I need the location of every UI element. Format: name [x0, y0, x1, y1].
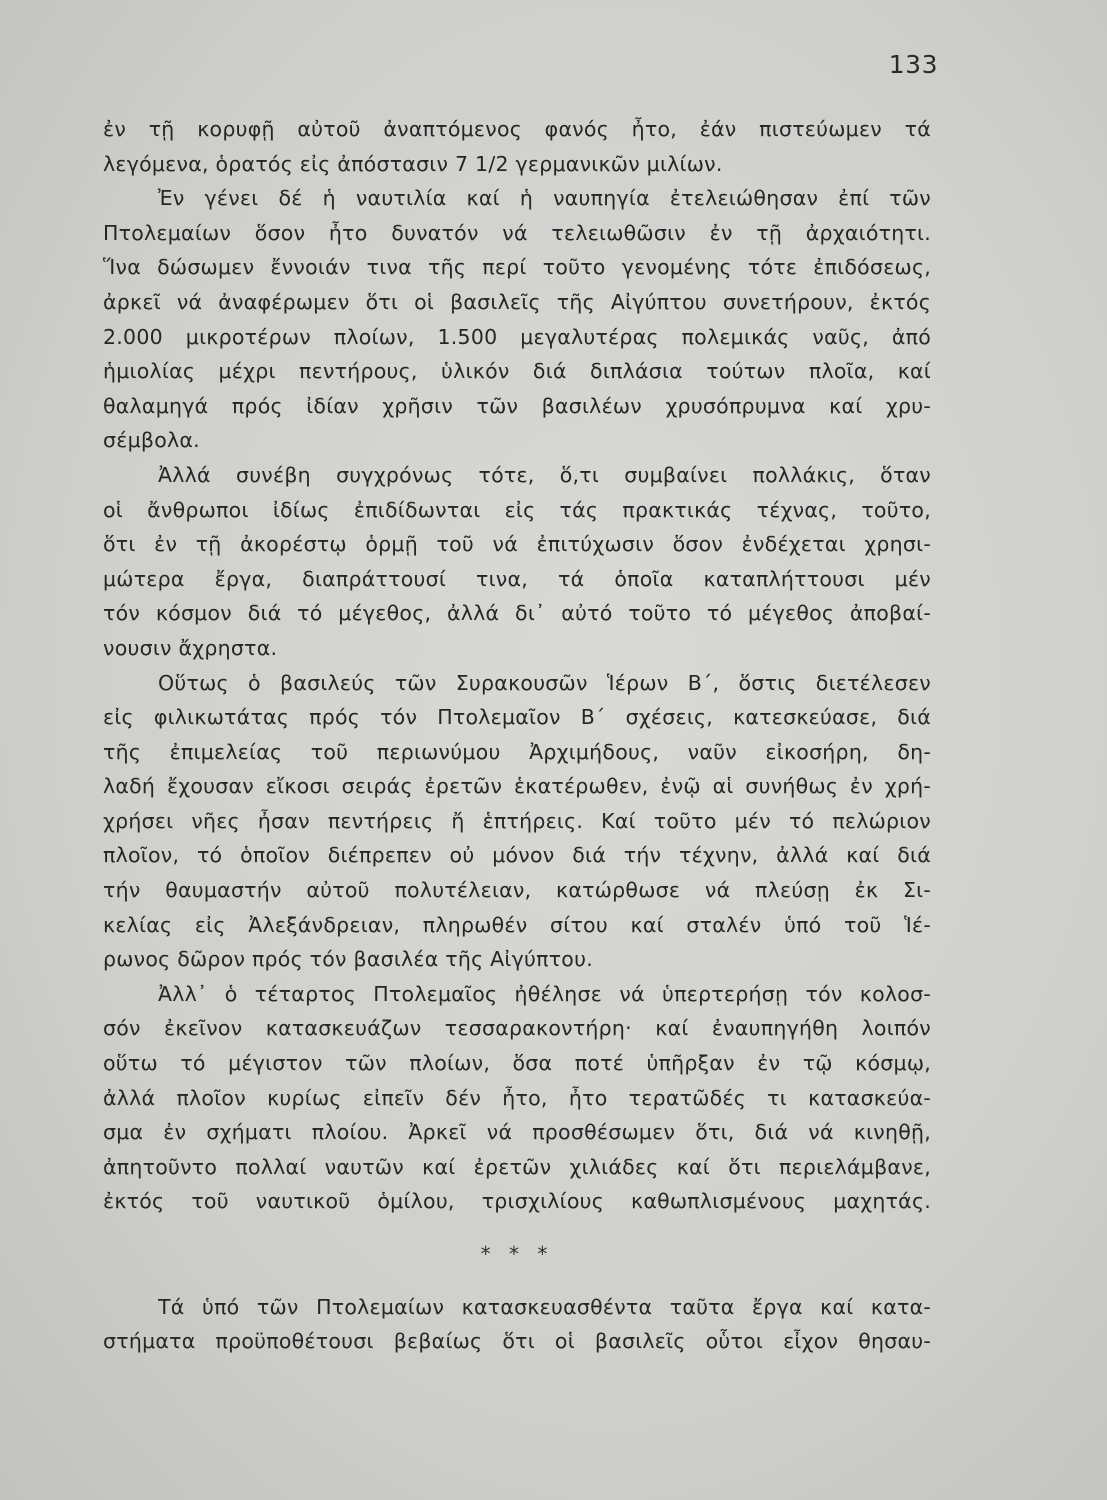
- text-line: 2.000 μικροτέρων πλοίων, 1.500 μεγαλυτέρας πολεμικάς ναῦς, ἀπό: [103, 324, 931, 349]
- text-line: Ἐν γένει δέ ἡ ναυτιλία καί ἡ ναυπηγία ἐτελειώθησαν ἐπί τῶν: [158, 186, 931, 211]
- text-line: εἰς φιλικωτάτας πρός τόν Πτολεμαῖον Β΄ σχέσεις, κατεσκεύασε, διά: [103, 705, 931, 730]
- text-line: Ἵνα δώσωμεν ἔννοιάν τινα τῆς περί τοῦτο γενομένης τότε ἐπιδόσεως,: [103, 255, 931, 280]
- text-line: Οὕτως ὁ βασιλεύς τῶν Συρακουσῶν Ἱέρων Β΄, ὅστις διετέλεσεν: [158, 670, 931, 695]
- text-line: Πτολεμαίων ὅσον ἦτο δυνατόν νά τελειωθῶσιν ἐν τῇ ἀρχαιότητι.: [103, 220, 931, 245]
- text-line: θαλαμηγά πρός ἰδίαν χρῆσιν τῶν βασιλέων χρυσόπρυμνα καί χρυ-: [103, 393, 931, 418]
- text-line: ἐν τῇ κορυφῇ αὐτοῦ ἀναπτόμενος φανός ἦτο, ἐάν πιστεύωμεν τά: [103, 117, 931, 141]
- text-line: χρήσει νῆες ἦσαν πεντήρεις ἤ ἑπτήρεις. Καί τοῦτο μέν τό πελώριον: [103, 808, 931, 833]
- text-line: σέμβολα.: [103, 428, 200, 453]
- text-line: τῆς ἐπιμελείας τοῦ περιωνύμου Ἀρχιμήδους, ναῦν εἰκοσήρη, δη-: [103, 739, 931, 764]
- text-line: ἀπητοῦντο πολλαί ναυτῶν καί ἐρετῶν χιλιάδες καί ὅτι περιελάμβανε,: [103, 1154, 931, 1179]
- text-line: σμα ἐν σχήματι πλοίου. Ἀρκεῖ νά προσθέσωμεν ὅτι, διά νά κινηθῇ,: [103, 1120, 931, 1145]
- text-line: σόν ἐκεῖνον κατασκευάζων τεσσαρακοντήρη· καί ἐναυπηγήθη λοιπόν: [103, 1016, 931, 1041]
- text-line: ἡμιολίας μέχρι πεντήρους, ὑλικόν διά διπλάσια τούτων πλοῖα, καί: [103, 359, 931, 384]
- text-line: ἀρκεῖ νά ἀναφέρωμεν ὅτι οἱ βασιλεῖς τῆς Αἰγύπτου συνετήρουν, ἐκτός: [103, 289, 931, 314]
- text-line: λαδή ἔχουσαν εἴκοσι σειράς ἐρετῶν ἑκατέρωθεν, ἐνῷ αἱ συνήθως ἐν χρή-: [103, 774, 931, 799]
- paragraph-1: [103, 112, 931, 181]
- text-line: οὕτω τό μέγιστον τῶν πλοίων, ὅσα ποτέ ὑπῆρξαν ἐν τῷ κόσμῳ,: [103, 1051, 931, 1076]
- text-line: λεγόμενα, ὁρατός εἰς ἀπόστασιν 7 1/2 γερμανικῶν μιλίων.: [103, 151, 723, 176]
- text-line: ἐκτός τοῦ ναυτικοῦ ὁμίλου, τρισχιλίους καθωπλισμένους μαχητάς.: [103, 1189, 931, 1214]
- section-separator: * * *: [480, 1242, 554, 1266]
- text-line: ὅτι ἐν τῇ ἀκορέστῳ ὁρμῇ τοῦ νά ἐπιτύχωσιν ὅσον ἐνδέχεται χρησι-: [103, 532, 931, 557]
- text-line: κελίας εἰς Ἀλεξάνδρειαν, πληρωθέν σίτου καί σταλέν ὑπό τοῦ Ἱέ-: [103, 912, 931, 937]
- text-line: ρωνος δῶρον πρός τόν βασιλέα τῆς Αἰγύπτου.: [103, 947, 593, 972]
- paragraph-5: [103, 977, 931, 1219]
- text-line: Τά ὑπό τῶν Πτολεμαίων κατασκευασθέντα ταῦτα ἔργα καί κατα-: [158, 1294, 931, 1319]
- paragraph-6: [103, 1290, 931, 1359]
- paragraph-4: [103, 666, 931, 977]
- text-line: τόν κόσμον διά τό μέγεθος, ἀλλά δι᾽ αὐτό τοῦτο τό μέγεθος ἀποβαί-: [103, 601, 931, 626]
- text-line: μώτερα ἔργα, διαπράττουσί τινα, τά ὁποῖα καταπλήττουσι μέν: [103, 566, 931, 591]
- text-line: τήν θαυμαστήν αὐτοῦ πολυτέλειαν, κατώρθωσε νά πλεύσῃ ἐκ Σι-: [103, 878, 931, 903]
- text-line: Ἀλλ᾽ ὁ τέταρτος Πτολεμαῖος ἠθέλησε νά ὑπερτερήσῃ τόν κολοσ-: [158, 981, 931, 1006]
- text-line: νουσιν ἄχρηστα.: [103, 635, 278, 660]
- text-line: Ἀλλά συνέβη συγχρόνως τότε, ὅ,τι συμβαίνει πολλάκις, ὅταν: [158, 462, 931, 487]
- body-text: [103, 112, 931, 1359]
- text-line: πλοῖον, τό ὁποῖον διέπρεπεν οὐ μόνον διά τήν τέχνην, ἀλλά καί διά: [103, 843, 931, 868]
- paragraph-2: [103, 181, 931, 458]
- paragraph-3: [103, 458, 931, 666]
- text-line: οἱ ἄνθρωποι ἰδίως ἐπιδίδωνται εἰς τάς πρακτικάς τέχνας, τοῦτο,: [103, 497, 931, 522]
- text-line: στήματα προϋποθέτουσι βεβαίως ὅτι οἱ βασιλεῖς οὗτοι εἶχον θησαυ-: [103, 1329, 931, 1354]
- text-line: ἀλλά πλοῖον κυρίως εἰπεῖν δέν ἦτο, ἦτο τερατῶδές τι κατασκεύα-: [103, 1085, 931, 1110]
- page-number: 133: [888, 50, 938, 79]
